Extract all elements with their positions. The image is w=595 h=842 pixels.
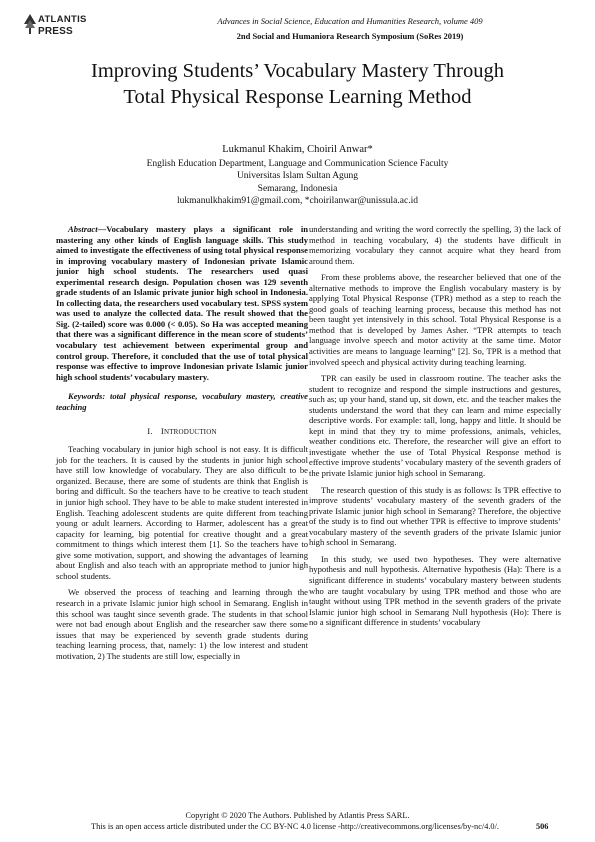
footer-copyright: Copyright © 2020 The Authors. Published by Atlantis Press SARL. (185, 811, 410, 820)
footer-license: This is an open access article distributed under the CC BY-NC 4.0 license -http://creativecommons.org/licenses/by-nc/4.0/. (91, 822, 499, 831)
section-number: I. (147, 426, 153, 437)
right-column (309, 224, 561, 628)
page-number: 506 (536, 822, 549, 831)
author-list: Lukmanul Khakim, Choiril Anwar* (222, 144, 373, 155)
logo-text-atlantis: ATLANTIS (38, 14, 87, 25)
conference-header: 2nd Social and Humaniora Research Symposium (SoRes 2019) (236, 31, 464, 41)
author-emails: lukmanulkhakim91@gmail.com, *choirilanwar@unissula.ac.id (177, 195, 418, 206)
keywords-text: total physical response, vocabulary mastery, creative teaching (56, 391, 308, 412)
paper-title-line: Improving Students’ Vocabulary Mastery Through (91, 60, 504, 82)
keywords (56, 391, 308, 412)
keywords-label: Keywords: (68, 391, 106, 402)
abstract (56, 224, 308, 382)
affiliation-block (20, 158, 575, 207)
logo-text-press: PRESS (38, 26, 73, 37)
body-paragraph: From these problems above, the researcher believed that one of the alternative methods to improve the English vocabulary mastery is by applying Total Physical Response (TPR) method as a step to reach the good goals of teaching learning process, because this method has not been taught yet intensively in this school. Total Physical Response is a method that is developed by James Asher. “TPR attempts to teach language involve speech and motor activity at the same time. Motor activities are means to language learning” [2]. So, TPR is a method that involved speech and physical activity during teaching learning. (309, 272, 561, 367)
affiliation-university: Universitas Islam Sultan Agung (236, 171, 359, 182)
affiliation-city: Semarang, Indonesia (257, 183, 338, 194)
body-paragraph: We observed the process of teaching and learning through the research in a private Islamic junior high school in Semarang. English in this school was taught since seventh grade. The students in that school were not bad enough about English and the researcher saw there some issues that may be experienced by seventh grade students during teaching learning process, that, namely: 1) the low interest and student motivation, 2) The students are still low, especially in (56, 587, 308, 661)
body-paragraph: understanding and writing the word correctly the spelling, 3) the lack of method in teaching vocabulary, 4) the students have difficult in memorizing vocabulary they cannot acquire what they heard from around them. (309, 224, 561, 266)
body-paragraph: In this study, we used two hypotheses. They were alternative hypothesis and null hypothesis. Alternative hypothesis (Ha): There is a significant difference in students’ vocabulary mastery between students who are taught vocabulary by using TPR method and those who are taught without using TPR method in the seventh graders of the private Islamic junior high school in Semarang Null hypothesis (Ho): There is no a significant difference in students’ vocabulary (309, 553, 561, 628)
body-paragraph: TPR can easily be used in classroom routine. The teacher asks the student to recognize and respond the simple instructions and gestures, such as; up your hand, stand up, sit down, etc. and the teacher makes the students understand the word that they can learn and mime especially descriptive words. For example: tall, long, happy and little. It should be kept in mind that they try to mime professions, animals, vehicles, weather conditions etc. Therefore, the researcher will give an effort to investigate whether the use of Total Physical Response method is effective improve students’ vocabulary mastery of the seventh graders of the private Islamic junior high school in Semarang. (309, 373, 561, 479)
section-title-rest: NTRODUCTION (163, 428, 217, 437)
abstract-text: Vocabulary mastery plays a significant role in mastering any other kinds of English language skills. This study aimed to investigate the effectiveness of using total physical response in improving vocabulary mastery of Indonesian private Islamic junior high school students. The researchers used quasi experimental research design. Population chosen was 129 seventh grade students of an Islamic private junior high school in Indonesia. In collecting data, the researchers used vocabulary test. SPSS system was used to analyze the collected data. The result showed that the Sig. (2-tailed) score was 0.000 (< 0.05). So Ha was accepted meaning that there was a significant difference in the mean score of students’ vocabulary test achievement between experimental group and control group. Therefore, it concluded that the use of total physical response was effective to improve Indonesian private Islamic junior high school students’ vocabulary mastery. (56, 224, 308, 382)
left-column (56, 224, 308, 661)
body-paragraph: The research question of this study is as follows: Is TPR effective to improve students’ vocabulary mastery of the seventh graders of the private Islamic junior high school in Semarang? Therefore, the objective of the study is to find out whether TPR is effective to improve students’ vocabulary mastery of the seventh graders of the private Islamic junior high school in Semarang. (309, 484, 561, 548)
body-paragraph: Teaching vocabulary in junior high school is not easy. It is difficult job for the teachers. It is caused by the students in junior high school have still low knowledge of vocabulary. They are also difficult to be organized. Because, there are some of students are think that English is boring and difficult. So the teachers have to be creative to teach student in junior high school. They have to be able to make student interested in English. Teaching adolescent students are quite different from teaching young or adult learners. According to Harmer, adolescent has a great capacity for learning, big potential for creative thought and a great commitment to things which interest them [1]. So the teachers have to give some motivation, support, and showing the advantages of learning about English and also teach with an appropriate method to junior high school students. (56, 444, 308, 581)
section-title-initial: I (160, 426, 164, 437)
section-heading-introduction (56, 426, 308, 436)
abstract-label: Abstract— (68, 224, 107, 234)
atlantis-logo-icon (24, 14, 36, 36)
publisher-logo (24, 12, 104, 42)
paper-title (20, 58, 575, 110)
paper-title-line: Total Physical Response Learning Method (123, 86, 472, 108)
affiliation-department: English Education Department, Language and Communication Science Faculty (146, 159, 449, 169)
journal-header: Advances in Social Science, Education and Humanities Research, volume 409 (217, 16, 483, 26)
